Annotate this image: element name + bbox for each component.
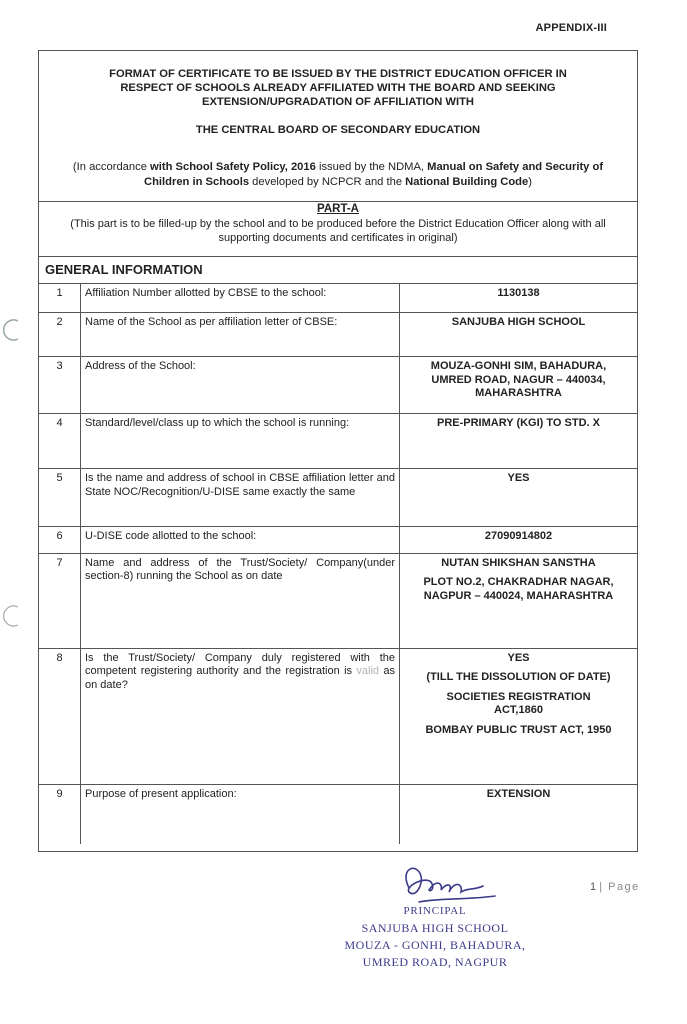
punch-hole-icon bbox=[2, 318, 24, 342]
table-row: 8 Is the Trust/Society/ Company duly registered with the competent registering authority and the registration is valid as on date? YES (TILL THE DISSOLUTION OF DATE) SOCIETIES REGISTRATION ACT,1860 BOMBAY PUBLIC TRUST ACT, 1950 bbox=[39, 648, 637, 784]
page-number: 1 | Page bbox=[590, 881, 640, 893]
table-row: 4 Standard/level/class up to which the school is running: PRE-PRIMARY (KGI) TO STD. X bbox=[39, 414, 637, 469]
certificate-title: FORMAT OF CERTIFICATE TO BE ISSUED BY THE DISTRICT EDUCATION OFFICER IN RESPECT OF SCHOOLS ALREADY AFFILIATED WITH THE BOARD AND SEEKING EXTENSION/UPGRADATION OF AFFILIATION WITH bbox=[109, 68, 567, 108]
school-stamp: PRINCIPAL SANJUBA HIGH SCHOOL MOUZA - GONHI, BAHADURA, UMRED ROAD, NAGPUR bbox=[344, 905, 526, 969]
part-a-section bbox=[39, 201, 637, 257]
part-a-title: PART-A bbox=[317, 203, 359, 215]
appendix-label: APPENDIX-III bbox=[535, 22, 607, 34]
general-information-table bbox=[39, 283, 637, 844]
policy-note: (In accordance with School Safety Policy, 2016 issued by the NDMA, Manual on Safety and Security of Children in Schools developed by NCPCR and the National Building Code) bbox=[72, 161, 604, 188]
table-row: 1 Affiliation Number allotted by CBSE to the school: 1130138 bbox=[39, 284, 637, 313]
table-row: 7 Name and address of the Trust/Society/ Company(under section-8) running the School as on date NUTAN SHIKSHAN SANSTHA PLOT NO.2, CHAKRADHAR NAGAR, NAGPUR – 440024, MAHARASHTRA bbox=[39, 553, 637, 648]
table-row: 2 Name of the School as per affiliation letter of CBSE: SANJUBA HIGH SCHOOL bbox=[39, 313, 637, 357]
table-row: 5 Is the name and address of school in CBSE affiliation letter and State NOC/Recognition/U-DISE same exactly the same YES bbox=[39, 469, 637, 527]
punch-hole-icon bbox=[2, 604, 24, 628]
table-row: 9 Purpose of present application: EXTENSION bbox=[39, 784, 637, 844]
signature-icon bbox=[395, 858, 505, 908]
table-row: 3 Address of the School: MOUZA-GONHI SIM, BAHADURA, UMRED ROAD, NAGUR – 440034, MAHARASHTRA bbox=[39, 357, 637, 414]
certificate-frame bbox=[38, 50, 638, 852]
part-a-description: (This part is to be filled-up by the school and to be produced before the District Education Officer along with all supporting documents and certificates in original) bbox=[70, 218, 606, 244]
certificate-subtitle: THE CENTRAL BOARD OF SECONDARY EDUCATION bbox=[195, 124, 481, 136]
certificate-header bbox=[39, 51, 637, 202]
section-heading: GENERAL INFORMATION bbox=[45, 262, 203, 277]
table-row: 6 U-DISE code allotted to the school: 27090914802 bbox=[39, 527, 637, 554]
